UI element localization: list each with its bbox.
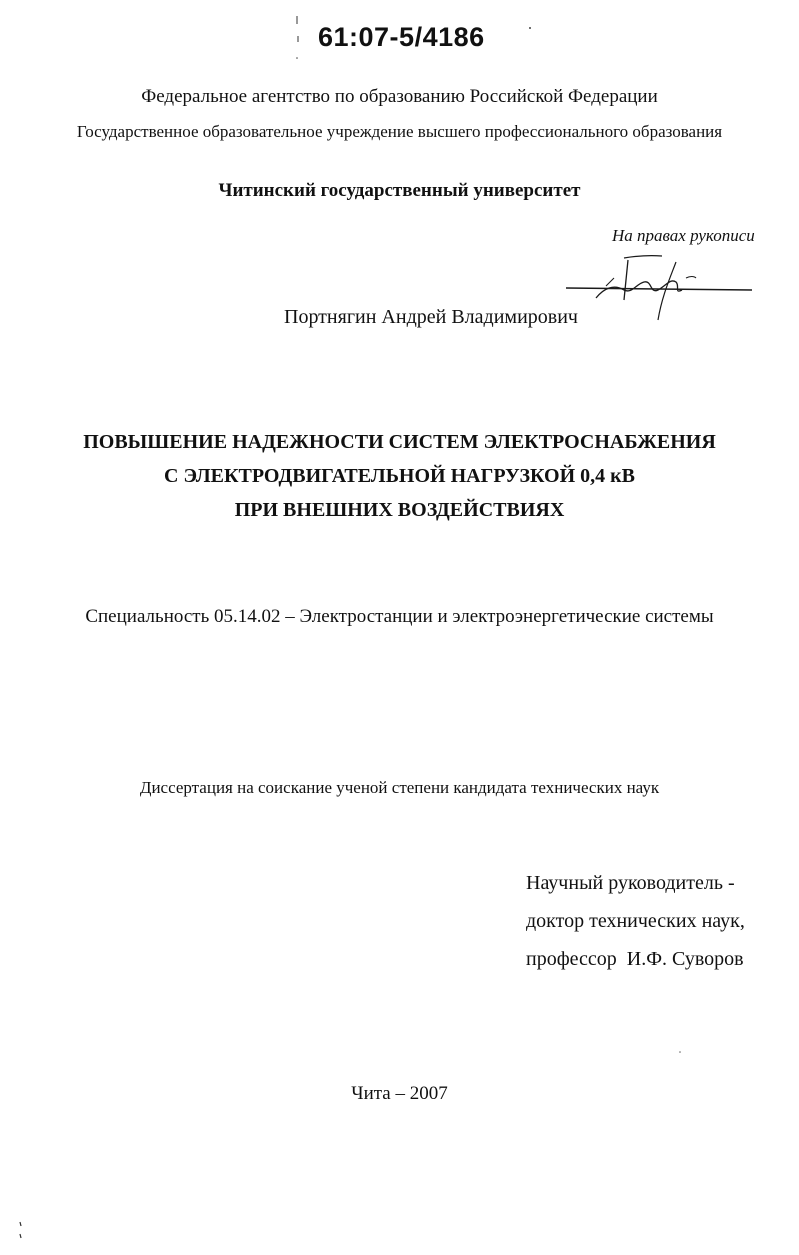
manuscript-note: На правах рукописи (612, 226, 755, 245)
supervisor-name: профессор И.Ф. Суворов (526, 948, 744, 970)
agency-name: Федеральное агентство по образованию Российской Федерации (141, 86, 658, 107)
university-name: Читинский государственный университет (218, 180, 581, 201)
supervisor-block (526, 864, 745, 978)
title-line-1: ПОВЫШЕНИЕ НАДЕЖНОСТИ СИСТЕМ ЭЛЕКТРОСНАБЖЕНИЯ (83, 431, 716, 453)
author-name: Портнягин Андрей Владимирович (284, 306, 578, 328)
supervisor-degree: доктор технических наук, (526, 910, 745, 932)
dissertation-title (0, 425, 799, 527)
title-line-3: ПРИ ВНЕШНИХ ВОЗДЕЙСТВИЯХ (234, 499, 565, 521)
institution-name: Государственное образовательное учреждение высшего профессионального образования (76, 122, 723, 141)
degree-statement: Диссертация на соискание ученой степени кандидата технических наук (139, 778, 660, 797)
specialty: Специальность 05.14.02 – Электростанции и электроэнергетические системы (85, 606, 714, 627)
supervisor-role: Научный руководитель - (526, 872, 735, 894)
archive-code: 61:07-5/4186 (318, 22, 485, 52)
author-signature (566, 248, 756, 324)
city-year: Чита – 2007 (351, 1083, 448, 1104)
title-line-2: С ЭЛЕКТРОДВИГАТЕЛЬНОЙ НАГРУЗКОЙ 0,4 кВ (164, 465, 635, 487)
